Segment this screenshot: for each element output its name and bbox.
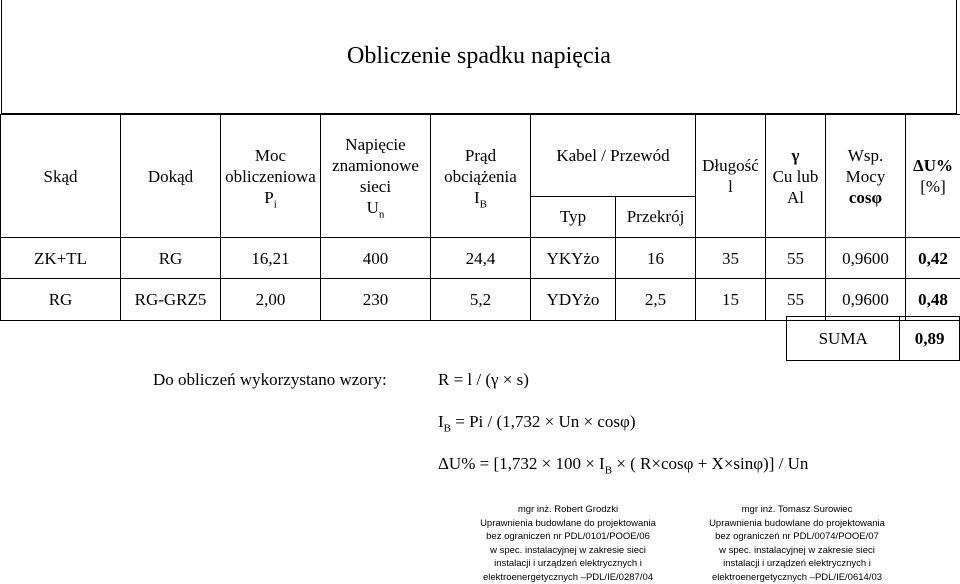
nap-line3: sieci [321, 176, 430, 197]
formula-current: $I_B = Pi / (1,732 \times Un \times \cos\varphi)$ [438, 412, 636, 432]
stamp-grodzki [463, 503, 673, 584]
cell-typ: YKYżo [531, 238, 616, 279]
stamp-line: elektroenergetycznych –PDL/IE/0614/03 [692, 571, 902, 584]
col-gamma [766, 115, 826, 238]
formula-resistance: R = l / (γ × s) [438, 370, 529, 390]
gamma-line3: Al [766, 187, 825, 208]
prad-line2: obciążenia [431, 166, 530, 187]
moc-symbol: $P_i$ [221, 187, 320, 208]
table-row [1, 238, 960, 279]
cell-moc: 2,00 [221, 279, 321, 321]
col-prad [431, 115, 531, 238]
stamp-line: elektroenergetycznych –PDL/IE/0287/04 [463, 571, 673, 584]
col-napiecie [321, 115, 431, 238]
stamp-line: instalacji i urządzeń elektrycznych i [692, 557, 902, 571]
cell-prad: 5,2 [431, 279, 531, 321]
cell-typ: YDYżo [531, 279, 616, 321]
col-wsp [826, 115, 906, 238]
cell-przekroj: 16 [616, 238, 696, 279]
stamp-line: mgr inż. Robert Grodzki [463, 503, 673, 517]
col-kabel: Kabel / Przewód [531, 115, 696, 197]
stamp-line: Uprawnienia budowlane do projektowania [692, 517, 902, 531]
page-title: Obliczenie spadku napięcia [347, 43, 611, 70]
stamp-line: bez ograniczeń nr PDL/0101/POOE/06 [463, 530, 673, 544]
stamp-line: mgr inż. Tomasz Surowiec [692, 503, 902, 517]
prad-symbol: $I_B$ [431, 187, 530, 208]
formula-voltage-drop: $\Delta U\% = [1,732 \times 100 \times I_B$ × ( R×cosφ + X×sinφ)] / Un [438, 454, 808, 474]
stamp-line: instalacji i urządzeń elektrycznych i [463, 557, 673, 571]
stamp-line: w spec. instalacyjnej w zakresie sieci [463, 544, 673, 558]
dl-symbol: l [696, 176, 765, 197]
table-row [1, 279, 960, 321]
cell-dl: 35 [696, 238, 766, 279]
moc-line2: obliczeniowa [221, 166, 320, 187]
prad-line1: Prąd [431, 145, 530, 166]
du-line1: ΔU% [906, 155, 960, 176]
cell-gamma: 55 [766, 238, 826, 279]
suma-label: SUMA [787, 317, 900, 361]
cell-gamma: 55 [766, 279, 826, 321]
nap-line1: Napięcie [321, 134, 430, 155]
col-skad: Skąd [1, 115, 121, 238]
cell-cos: 0,9600 [826, 238, 906, 279]
wsp-line3: cosφ [826, 187, 905, 208]
col-du [906, 115, 960, 238]
cell-skad: RG [1, 279, 121, 321]
cell-moc: 16,21 [221, 238, 321, 279]
col-typ: Typ [531, 196, 616, 237]
header-row [1, 115, 960, 197]
cell-prad: 24,4 [431, 238, 531, 279]
suma-table [786, 316, 960, 361]
gamma-line2: Cu lub [766, 166, 825, 187]
dl-line1: Długość [696, 155, 765, 176]
cell-przekroj: 2,5 [616, 279, 696, 321]
stamp-line: Uprawnienia budowlane do projektowania [463, 517, 673, 531]
cell-dokad: RG [121, 238, 221, 279]
cell-du: 0,48 [906, 279, 960, 321]
wsp-line2: Mocy [826, 166, 905, 187]
col-moc [221, 115, 321, 238]
moc-line1: Moc [221, 145, 320, 166]
stamp-line: bez ograniczeń nr PDL/0074/POOE/07 [692, 530, 902, 544]
col-przekroj: Przekrój [616, 196, 696, 237]
stamp-surowiec [692, 503, 902, 584]
wsp-line1: Wsp. [826, 145, 905, 166]
nap-symbol: $U_n$ [321, 197, 430, 218]
cell-nap: 400 [321, 238, 431, 279]
stamp-line: w spec. instalacyjnej w zakresie sieci [692, 544, 902, 558]
cell-du: 0,42 [906, 238, 960, 279]
calc-table [0, 114, 960, 321]
suma-value: 0,89 [900, 317, 960, 361]
cell-dl: 15 [696, 279, 766, 321]
cell-nap: 230 [321, 279, 431, 321]
col-dlugosc [696, 115, 766, 238]
gamma-symbol: γ [766, 145, 825, 166]
col-dokad: Dokąd [121, 115, 221, 238]
nap-line2: znamionowe [321, 155, 430, 176]
title-box [1, 0, 957, 114]
du-line2: [%] [906, 176, 960, 197]
cell-cos: 0,9600 [826, 279, 906, 321]
cell-dokad: RG-GRZ5 [121, 279, 221, 321]
cell-skad: ZK+TL [1, 238, 121, 279]
formula-intro: Do obliczeń wykorzystano wzory: [153, 370, 387, 390]
